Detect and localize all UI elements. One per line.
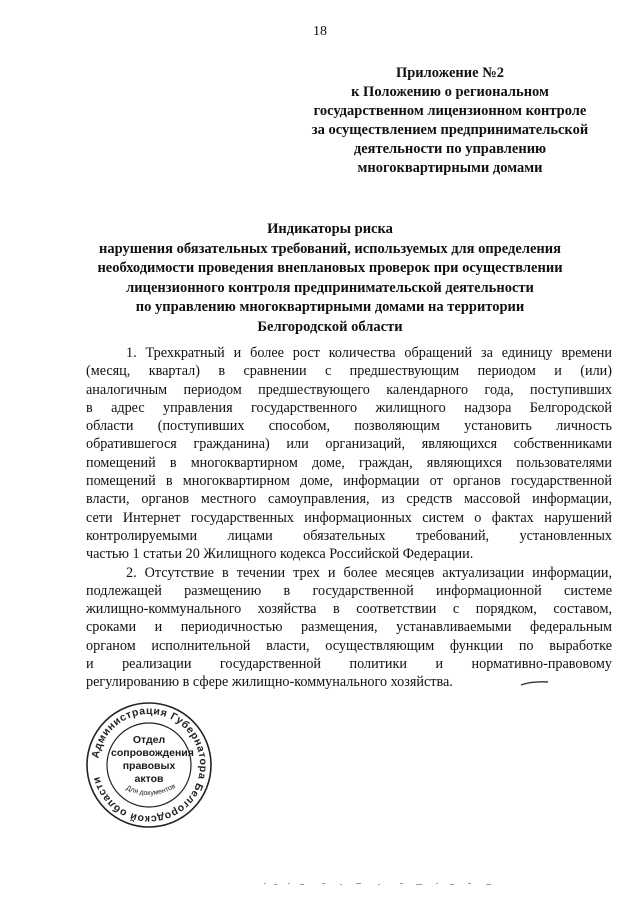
text-line: и реализации государственной политики и нормативно-правовому — [86, 656, 612, 673]
text-line: в адрес управления государственного жилищного надзора Белгородской — [86, 399, 612, 416]
text-line: регулированию в сфере жилищно-коммунального хозяйства. — [86, 674, 453, 691]
stamp-center — [111, 734, 194, 786]
title-line: Индикаторы риска — [267, 221, 393, 237]
appendix-line: государственном лицензионном контроле — [313, 103, 587, 119]
scan-artifact — [260, 880, 510, 888]
paragraph-1 — [86, 344, 612, 564]
text-line: аналогичным периодом предшествующего календарного года, поступивших — [86, 381, 612, 398]
text-line: подлежащей размещению в государственной информационной системе — [86, 582, 612, 599]
appendix-line: многоквартирными домами — [357, 160, 543, 176]
title-line: по управлению многоквартирными домами на территории — [135, 299, 525, 315]
stamp-ring-text: Администрация Губернатора Белгородской области — [89, 704, 210, 826]
pen-mark — [520, 678, 550, 688]
title-line: лицензионного контроля предпринимательской деятельности — [126, 279, 534, 296]
text-line: сроками и периодичностью размещения, устанавливаемыми федеральным — [86, 619, 612, 636]
text-line: области (поступивших способом, позволяющим установить личность — [86, 418, 612, 435]
text-line: контролируемыми лицами обязательных требований, установленных — [86, 527, 612, 544]
title-line: Белгородской области — [257, 318, 403, 335]
page-number: 18 — [313, 24, 327, 39]
stamp-line: Отдел — [132, 734, 166, 746]
official-stamp — [84, 700, 214, 830]
stamp-bottom-text: Для документов — [124, 782, 177, 798]
stamp-line: сопровождения — [111, 747, 194, 759]
text-line: (месяц, квартал) в сравнении с предшествующим периодом и (или) — [86, 363, 612, 380]
text-line: власти, органов местного самоуправления, из средств массовой информации, — [86, 491, 612, 508]
title-line: нарушения обязательных требований, используемых для определения — [99, 240, 561, 257]
text-line: помещений в многоквартирном доме, информации от органов государственной — [86, 473, 612, 490]
appendix-header — [290, 64, 610, 178]
text-line: частью 1 статьи 20 Жилищного кодекса Российской Федерации. — [86, 546, 474, 563]
stamp-line: актов — [134, 773, 164, 785]
title-line: необходимости проведения внеплановых проверок при осуществлении — [97, 260, 563, 276]
text-line: 2. Отсутствие в течении трех и более месяцев актуализации информации, — [126, 564, 612, 581]
appendix-line: деятельности по управлению — [353, 141, 547, 157]
text-line: сети Интернет государственных информационных систем о фактах нарушений — [86, 509, 612, 526]
appendix-line: к Положению о региональном — [351, 84, 549, 100]
appendix-line: Приложение №2 — [395, 65, 505, 81]
paragraph-2 — [86, 564, 612, 692]
text-line: жилищно-коммунального хозяйства в соответствии с порядком, составом, — [86, 601, 612, 618]
appendix-line: за осуществлением предпринимательской — [311, 122, 589, 138]
document-body — [86, 344, 612, 692]
text-line: помещений в многоквартирном доме, граждан, являющихся пользователями — [86, 454, 612, 471]
stamp-line: правовых — [122, 760, 176, 772]
text-line: 1. Трехкратный и более рост количества обращений за единицу времени — [126, 345, 612, 361]
text-line: органом исполнительной власти, осуществляющим функции по выработке — [86, 637, 612, 654]
text-line: обратившегося гражданина) или организаций, являющихся собственниками — [86, 436, 612, 453]
document-title — [40, 220, 620, 337]
